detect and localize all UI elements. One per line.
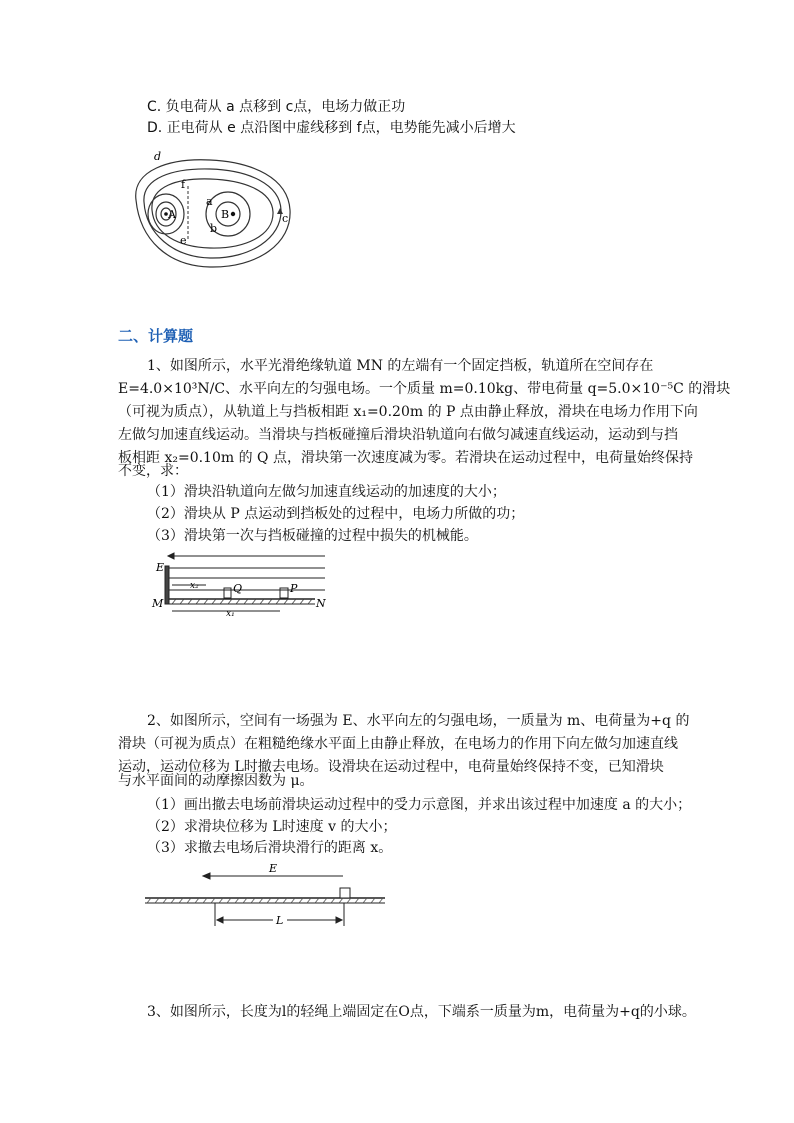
q1-line-1: 1、如图所示，水平光滑绝缘轨道 MN 的左端有一个固定挡板，轨道所在空间存在 [147,358,654,374]
q1-line-2: E=4.0×10³N/C、水平向左的匀强电场。一个质量 m=0.10kg、带电荷量 q=5.0×10⁻⁵C 的滑块 [118,381,731,397]
q1-line-4: 左做匀加速直线运动。当滑块与挡板碰撞后滑块沿轨道向右做匀减速直线运动，运动到与挡 [118,427,678,443]
q1-line-3: （可视为质点），从轨道上与挡板相距 x₁=0.20m 的 P 点由静止释放，滑块在电场力作用下向 [118,404,698,420]
q1-sub-1: （1）滑块沿轨道向左做匀加速直线运动的加速度的大小； [147,484,506,500]
section-title: 二、计算题 [118,327,194,345]
q2-line-4: 与水平面间的动摩擦因数为 μ。 [118,773,314,789]
label-B: B [221,208,230,221]
q2-line-2: 滑块（可视为质点）在粗糙绝缘水平面上由静止释放，在电场力的作用下向左做匀加速直线 [118,736,678,752]
q1-line-6: 不变，求： [118,463,188,479]
q2-line-3: 运动，运动位移为 L时撤去电场。设滑块在运动过程中，电荷量始终保持不变，已知滑块 [118,759,664,775]
label-x1: x₁ [226,609,235,618]
option-c: C. 负电荷从 a 点移到 c点，电场力做正功 [147,99,406,115]
label-A: A [168,208,176,221]
label-Q: Q [233,582,243,595]
q2-sub-3: （3）求撤去电场后滑块滑行的距离 x。 [147,840,393,856]
equipotential-figure [118,148,298,273]
q2-sub-1: （1）画出撤去电场前滑块运动过程中的受力示意图，并求出该过程中加速度 a 的大小； [147,797,692,813]
label-a: a [206,195,213,208]
label-N: N [316,597,326,610]
q2-line-1: 2、如图所示，空间有一场强为 E、水平向左的匀强电场，一质量为 m、电荷量为+q 的 [147,713,690,729]
label-E: E [269,862,278,875]
option-d: D. 正电荷从 e 点沿图中虚线移到 f点，电势能先减小后增大 [147,120,516,136]
label-d: d [154,150,162,163]
q2-sub-2: （2）求滑块位移为 L时速度 v 的大小； [147,819,397,835]
track-figure [150,548,350,618]
block-figure [145,858,390,933]
label-c: c [282,212,289,225]
q1-line-5: 板相距 x₂=0.10m 的 Q 点，滑块第一次速度减为零。若滑块在运动过程中，电荷量始终保持 [118,450,693,466]
label-b: b [210,222,218,235]
q1-sub-2: （2）滑块从 P 点运动到挡板处的过程中，电场力所做的功； [147,506,525,522]
label-E: E [156,561,165,574]
q1-sub-3: （3）滑块第一次与挡板碰撞的过程中损失的机械能。 [147,528,478,544]
q3-line-1: 3、如图所示，长度为l的轻绳上端固定在O点，下端系一质量为m，电荷量为+q的小球。 [147,1004,696,1020]
label-L: L [276,914,284,927]
label-M: M [152,597,164,610]
label-e: e [180,234,187,247]
label-P: P [290,582,298,595]
label-x2: x₂ [190,581,199,591]
label-f: f [181,178,186,191]
